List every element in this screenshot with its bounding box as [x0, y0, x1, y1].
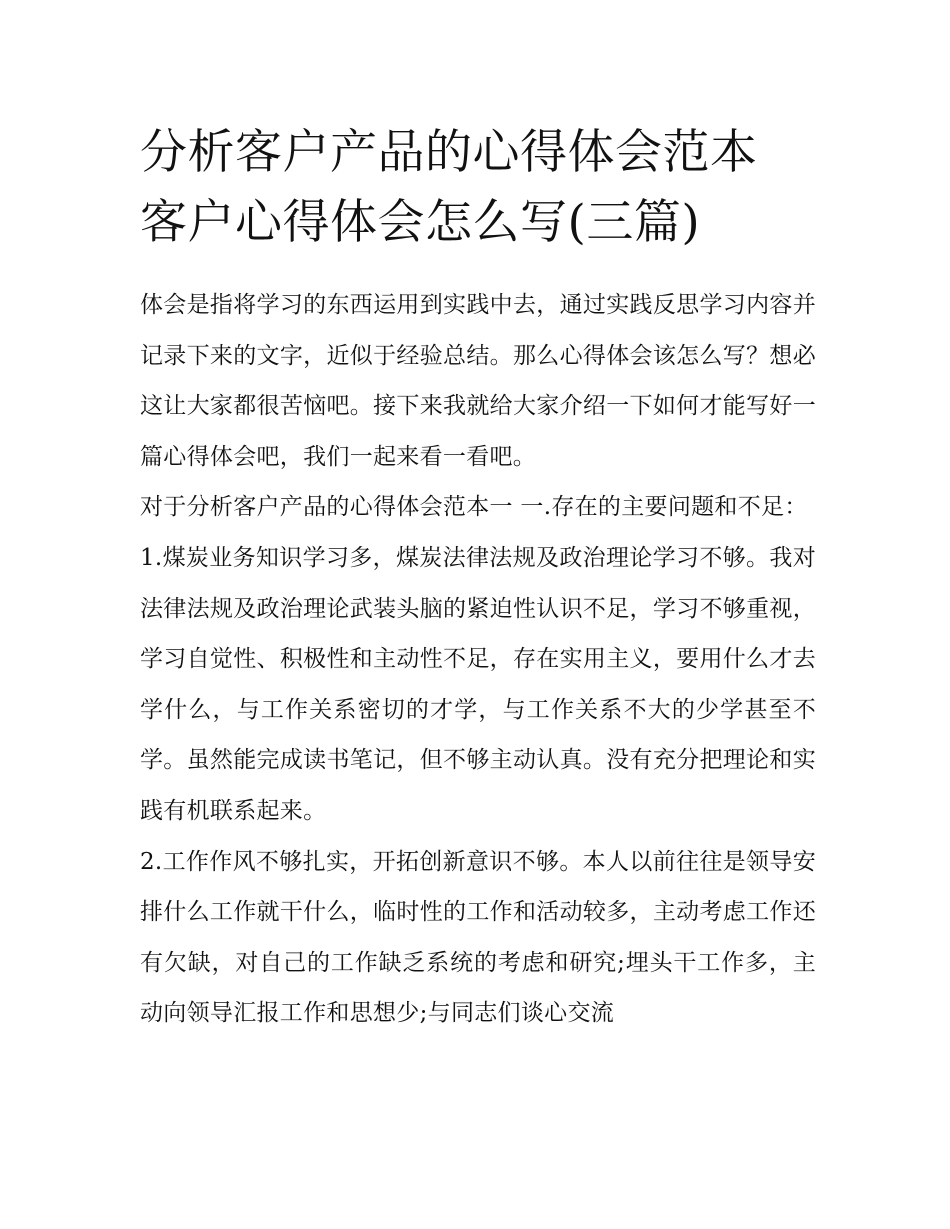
paragraph-point-1: 1.煤炭业务知识学习多，煤炭法律法规及政治理论学习不够。我对法律法规及政治理论武装头脑的紧迫性认识不足，学习不够重视，学习自觉性、积极性和主动性不足，存在实用主义，要用什么才去学什么，与工作关系密切的才学，与工作关系不大的少学甚至不学。虽然能完成读书笔记，但不够主动认真。没有充分把理论和实践有机联系起来。: [140, 544, 816, 824]
document-page: [140, 0, 816, 1229]
document-body: [140, 280, 816, 1039]
document-title: 分析客户产品的心得体会范本 客户心得体会怎么写(三篇): [140, 125, 758, 250]
paragraph-point-2: 2.工作作风不够扎实，开拓创新意识不够。本人以前往往是领导安排什么工作就干什么，临时性的工作和活动较多，主动考虑工作还有欠缺，对自己的工作缺乏系统的考虑和研究;埋头干工作多，主动向领导汇报工作和思想少;与同志们谈心交流: [140, 848, 816, 1027]
paragraph-section-heading: 对于分析客户产品的心得体会范本一 一.存在的主要问题和不足：: [140, 494, 808, 521]
paragraph-intro: 体会是指将学习的东西运用到实践中去，通过实践反思学习内容并记录下来的文字，近似于经验总结。那么心得体会该怎么写？想必这让大家都很苦恼吧。接下来我就给大家介绍一下如何才能写好一篇心得体会吧，我们一起来看一看吧。: [140, 292, 816, 470]
